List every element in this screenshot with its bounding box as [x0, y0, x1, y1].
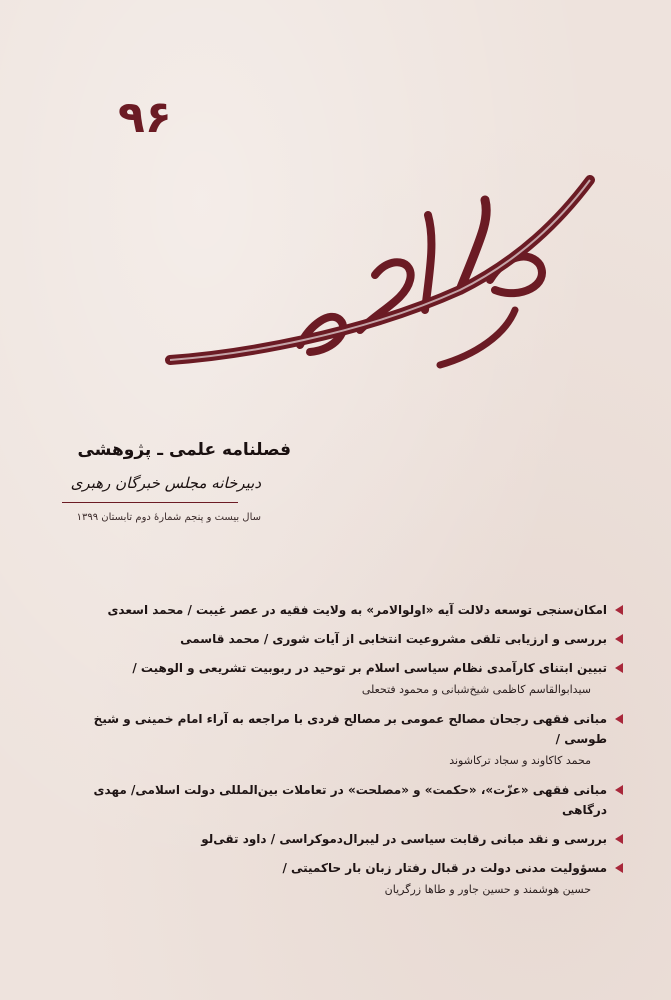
toc-item: [63, 658, 623, 700]
triangle-bullet-icon: [615, 714, 623, 724]
publisher-name: دبیرخانه مجلس خبرگان رهبری: [70, 474, 261, 492]
toc-item: [63, 709, 623, 771]
toc-item: [63, 858, 623, 900]
triangle-bullet-icon: [615, 605, 623, 615]
divider: [62, 502, 238, 503]
toc-title: مبانی فقهی «عزّت»، «حکمت» و «مصلحت» در تعاملات بین‌المللی دولت اسلامی/ مهدی درگاهی: [93, 783, 607, 817]
toc-item: [63, 829, 623, 849]
toc-authors: سیدابوالقاسم کاظمی شیخ‌شبانی و محمود فتحعلی: [361, 683, 591, 696]
toc-authors: حسین هوشمند و حسین جاور و طاها زرگریان: [384, 883, 591, 896]
triangle-bullet-icon: [615, 834, 623, 844]
triangle-bullet-icon: [615, 785, 623, 795]
triangle-bullet-icon: [615, 634, 623, 644]
triangle-bullet-icon: [615, 663, 623, 673]
toc-title: بررسی و نقد مبانی رقابت سیاسی در لیبرال‌دموکراسی / داود تقی‌لو: [201, 832, 607, 846]
toc-item: [63, 600, 623, 620]
journal-title-calligraphy: [160, 160, 600, 390]
toc-title: مبانی فقهی رجحان مصالح عمومی بر مصالح فردی با مراجعه به آراء امام خمینی و شیخ طوسی /: [93, 712, 607, 746]
toc-title: بررسی و ارزیابی تلقی مشروعیت انتخابی از آیات شوری / محمد قاسمی: [180, 632, 607, 646]
toc-title: امکان‌سنجی توسعه دلالت آیه «اولوالامر» به ولایت فقیه در عصر غیبت / محمد اسعدی: [107, 603, 607, 617]
volume-info: سال بیست و پنجم شمارۀ دوم تابستان ۱۳۹۹: [76, 512, 261, 523]
triangle-bullet-icon: [615, 863, 623, 873]
toc-title: تبیین ابتنای کارآمدی نظام سیاسی اسلام بر توحید در ربوبیت تشریعی و الوهیت /: [132, 661, 607, 675]
toc-item: [63, 780, 623, 820]
toc-authors: محمد کاکاوند و سجاد ترکاشوند: [449, 754, 591, 767]
journal-subtitle: فصلنامه علمی ـ پژوهشی: [77, 440, 291, 460]
toc-title: مسؤولیت مدنی دولت در قبال رفتار زبان بار حاکمیتی /: [282, 861, 607, 875]
table-of-contents: [63, 600, 623, 909]
issue-number: ۹۶: [118, 92, 172, 143]
toc-item: [63, 629, 623, 649]
